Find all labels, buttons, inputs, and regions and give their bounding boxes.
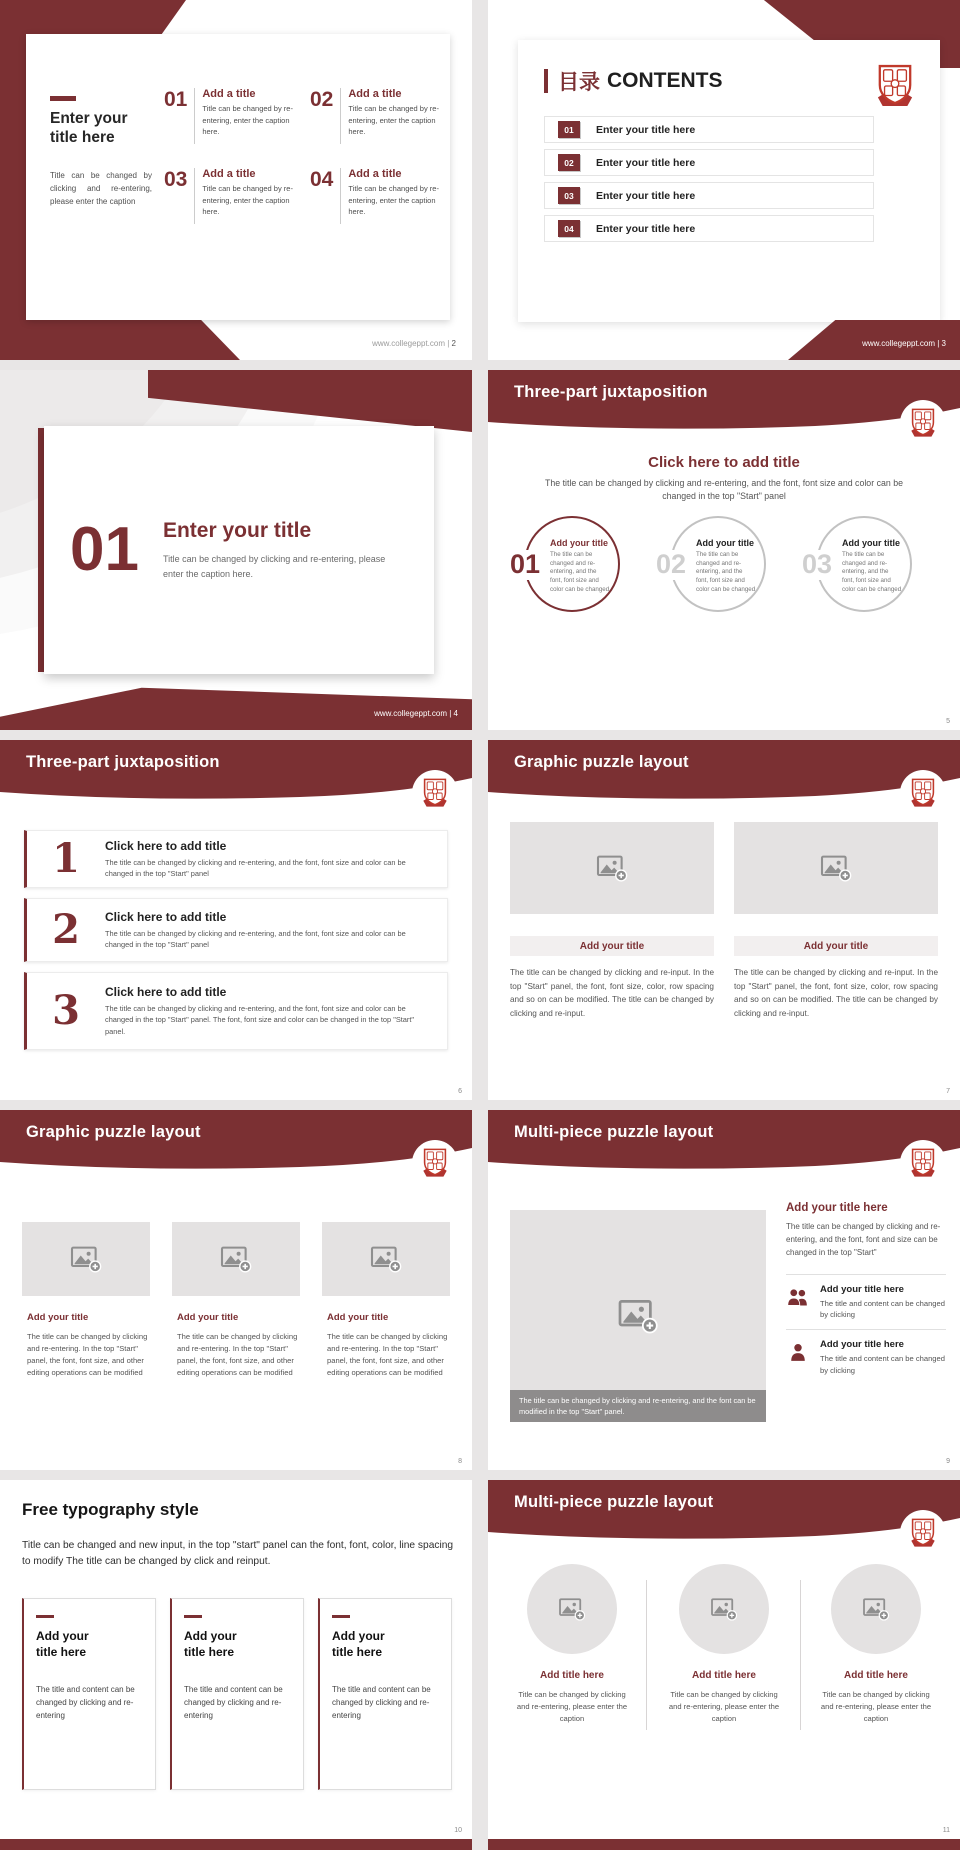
column-title: Add your title	[177, 1312, 239, 1323]
maroon-bottom-strip	[0, 1839, 472, 1850]
crest-badge	[412, 1140, 458, 1186]
accent-dash	[36, 1615, 54, 1618]
panel-caption: The title can be changed by clicking and re-entering, and the font, font and size can be changed in the top "Start"	[786, 1222, 941, 1258]
slide-thumbnail-5[interactable]	[0, 740, 472, 1100]
row-label: Enter your title here	[596, 123, 696, 136]
panel-items	[786, 1274, 946, 1386]
cell-slide-7	[0, 1110, 480, 1480]
person-icon	[786, 1342, 810, 1362]
vertical-divider	[800, 1580, 801, 1730]
page-number: 6	[458, 1088, 462, 1095]
add-image-icon	[617, 1298, 659, 1334]
cell-slide-5	[0, 740, 480, 1110]
panel-item	[786, 1274, 946, 1330]
row-title: Click here to add title	[105, 985, 227, 1000]
add-image-icon	[710, 1597, 738, 1621]
side-panel	[786, 1202, 946, 1385]
header-band	[0, 740, 472, 814]
column-caption: Title can be changed by clicking and re-entering, please enter the caption	[820, 1690, 932, 1724]
page-number: 9	[946, 1458, 950, 1465]
image-column	[172, 1222, 300, 1380]
header-band	[488, 1110, 960, 1184]
footer-page-number: 4	[453, 709, 458, 718]
column-title: Add your title	[510, 936, 714, 956]
slide-footer	[862, 339, 946, 348]
image-placeholder	[322, 1222, 450, 1296]
intro-block	[50, 96, 152, 209]
maroon-corner-shape	[0, 0, 186, 34]
slide-thumbnail-2[interactable]	[488, 0, 960, 360]
school-crest-icon	[910, 1148, 936, 1178]
contents-row	[544, 116, 874, 143]
item-caption: Title can be changed by re-entering, enter the caption here.	[348, 184, 439, 217]
row-number-badge: 04	[558, 220, 580, 237]
column-caption: The title can be changed by clicking and re-entering. In the top "Start" panel, the font, font size, and other editing operations can be modified	[177, 1332, 298, 1378]
add-image-icon	[558, 1597, 586, 1621]
column-caption: The title can be changed by clicking and re-input. In the top "Start" panel, the font, font size, color, row spacing and so on can be modified. The title can be changed by clicking and re-input.	[510, 968, 714, 1018]
image-placeholder	[510, 1210, 766, 1422]
slide-title: Free typography style	[22, 1500, 199, 1519]
contents-list	[544, 116, 874, 242]
contents-title-en: CONTENTS	[607, 69, 723, 92]
slide-thumbnail-4[interactable]	[488, 370, 960, 730]
row-caption: The title can be changed by clicking and re-entering, and the font, font size and color can be changed in the top "Start" panel. The font, font size and color can be changed in the top "Start" panel.	[105, 1004, 415, 1036]
item-number: 03	[164, 168, 195, 224]
item-title: Add your title here	[820, 1339, 904, 1351]
slide-thumbnail-7[interactable]	[0, 1110, 472, 1470]
circle-image-placeholder	[831, 1564, 921, 1654]
card-title: Add your title here	[36, 1629, 89, 1660]
row-caption: The title can be changed by clicking and re-entering, and the font, font size and color can be changed in the top "Start" panel	[105, 857, 406, 878]
footer-divider: |	[447, 339, 450, 348]
page-number: 5	[946, 718, 950, 725]
slide-thumbnail-6[interactable]	[488, 740, 960, 1100]
add-image-icon	[220, 1245, 252, 1273]
school-crest-icon	[422, 1148, 448, 1178]
people-icon	[786, 1287, 810, 1307]
cell-slide-4	[480, 370, 960, 740]
cell-slide-2	[480, 0, 960, 370]
item-title: Add a title	[202, 168, 256, 180]
crest-badge	[412, 770, 458, 816]
row-title: Click here to add title	[105, 909, 227, 924]
body-title: Click here to add title	[648, 454, 800, 471]
row-title: Click here to add title	[105, 838, 227, 853]
maroon-bottom-band	[0, 318, 240, 360]
image-placeholder	[172, 1222, 300, 1296]
numbered-items-grid	[164, 88, 442, 224]
list-item	[164, 168, 296, 224]
footer-divider: |	[449, 709, 452, 718]
crest-badge	[900, 770, 946, 816]
step-caption: The title can be changed and re-entering, and the font, font size and color can be changed	[842, 551, 902, 593]
numbered-row	[24, 972, 448, 1050]
content-card	[518, 40, 940, 322]
card-caption: The title and content can be changed by clicking and re-entering	[36, 1685, 135, 1720]
image-column	[808, 1564, 944, 1725]
maroon-side-strip	[0, 0, 26, 360]
list-item	[310, 88, 442, 144]
section-title: Enter your title	[162, 519, 312, 543]
slide-caption: Title can be changed by clicking and re-entering, please enter the caption	[50, 170, 152, 206]
image-column	[734, 822, 938, 1020]
page-number: 11	[942, 1827, 950, 1834]
slide-thumbnail-10[interactable]	[488, 1480, 960, 1850]
item-caption: Title can be changed by re-entering, enter the caption here.	[202, 104, 293, 137]
text-card	[170, 1598, 304, 1790]
step-title: Add your title	[550, 538, 608, 548]
body-subtitle: The title can be changed by clicking and re-entering, and the font, font size and color can be changed in the top "Start" panel	[545, 478, 903, 502]
section-number: 01	[70, 515, 139, 584]
header-band	[488, 370, 960, 444]
footer-divider: |	[937, 339, 940, 348]
slide-header-title: Graphic puzzle layout	[26, 1123, 201, 1141]
slide-thumbnail-1[interactable]	[0, 0, 472, 360]
page-number: 10	[454, 1827, 462, 1834]
image-column	[322, 1222, 450, 1380]
list-item	[164, 88, 296, 144]
circle-image-placeholder	[679, 1564, 769, 1654]
contents-title-zh: 目录	[558, 71, 600, 94]
add-image-icon	[70, 1245, 102, 1273]
image-column	[510, 822, 714, 1020]
card-caption: The title and content can be changed by clicking and re-entering	[184, 1685, 283, 1720]
contents-row	[544, 149, 874, 176]
circle-image-placeholder	[527, 1564, 617, 1654]
list-item	[310, 168, 442, 224]
vertical-divider	[646, 1580, 647, 1730]
maroon-bottom-band	[0, 686, 472, 730]
row-label: Enter your title here	[596, 189, 696, 202]
slide-thumbnail-3[interactable]	[0, 370, 472, 730]
column-title: Add title here	[540, 1670, 604, 1681]
image-caption-bar: The title can be changed by clicking and re-entering, and the font can be modified in the top "Start" panel.	[510, 1390, 766, 1422]
footer-site: www.collegeppt.com	[862, 339, 935, 348]
slide-header-title: Multi-piece puzzle layout	[514, 1123, 714, 1141]
item-number: 02	[310, 88, 341, 144]
image-placeholder	[734, 822, 938, 914]
page-number: 7	[946, 1088, 950, 1095]
cell-slide-6	[480, 740, 960, 1110]
step-circle	[656, 516, 766, 612]
slide-thumbnail-8[interactable]	[488, 1110, 960, 1470]
section-caption: Title can be changed by clicking and re-entering, please enter the caption here.	[162, 554, 386, 579]
row-caption: The title can be changed by clicking and re-entering, and the font, font size and color can be changed in the top "Start" panel	[105, 928, 406, 949]
cell-slide-3	[0, 370, 480, 740]
contents-row	[544, 215, 874, 242]
item-caption: Title can be changed by re-entering, enter the caption here.	[348, 104, 439, 137]
step-circle	[510, 516, 620, 612]
cell-slide-8	[480, 1110, 960, 1480]
footer-page-number: 3	[941, 339, 946, 348]
step-number: 03	[802, 549, 833, 579]
page-number: 8	[458, 1458, 462, 1465]
column-title: Add title here	[844, 1670, 908, 1681]
maroon-bottom-strip	[488, 1839, 960, 1850]
row-label: Enter your title here	[596, 222, 696, 235]
crest-badge	[900, 1510, 946, 1556]
step-caption: The title can be changed and re-entering, and the font, font size and color can be changed	[550, 551, 610, 593]
text-card	[318, 1598, 452, 1790]
slide-footer	[374, 709, 458, 718]
numbered-row	[24, 830, 448, 888]
step-circle	[802, 516, 912, 612]
item-title: Add a title	[348, 88, 402, 100]
item-title: Add a title	[202, 88, 256, 100]
column-title: Add title here	[692, 1670, 756, 1681]
image-column	[504, 1564, 640, 1725]
crest-badge	[900, 1140, 946, 1186]
slide-thumbnail-9[interactable]	[0, 1480, 472, 1850]
crest-badge	[900, 400, 946, 446]
text-card	[22, 1598, 156, 1790]
school-crest-icon	[910, 1518, 936, 1548]
item-caption: Title can be changed by re-entering, enter the caption here.	[202, 184, 293, 217]
column-title: Add your title	[27, 1312, 89, 1323]
item-caption: The title and content can be changed by clicking	[820, 1298, 945, 1319]
school-crest-icon	[910, 408, 936, 438]
image-column	[656, 1564, 792, 1725]
section-card	[44, 426, 434, 674]
slide-header-title: Three-part juxtaposition	[26, 753, 220, 771]
slide-footer	[372, 339, 456, 348]
school-crest-icon	[910, 778, 936, 808]
row-number: 3	[52, 987, 80, 1034]
add-image-icon	[370, 1245, 402, 1273]
slide-header-title: Graphic puzzle layout	[514, 753, 689, 771]
row-number-badge: 02	[558, 154, 580, 171]
slide-title: Enter your title here	[50, 110, 128, 146]
slide-header-title: Three-part juxtaposition	[514, 383, 708, 401]
column-caption: The title can be changed by clicking and re-entering. In the top "Start" panel, the font, font size, and other editing operations can be modified	[27, 1332, 148, 1378]
contents-title-row	[544, 66, 914, 96]
row-number: 1	[52, 835, 80, 882]
cell-slide-10	[480, 1480, 960, 1850]
panel-title: Add your title here	[786, 1202, 888, 1214]
panel-item	[786, 1329, 946, 1385]
accent-dash	[50, 96, 76, 101]
card-title: Add your title here	[332, 1629, 385, 1660]
add-image-icon	[820, 854, 852, 882]
image-placeholder	[22, 1222, 150, 1296]
column-caption: Title can be changed by clicking and re-entering, please enter the caption	[516, 1690, 628, 1724]
header-band	[488, 1480, 960, 1554]
school-crest-icon	[876, 64, 914, 108]
item-caption: The title and content can be changed by clicking	[820, 1354, 945, 1375]
slide-header-title: Multi-piece puzzle layout	[514, 1493, 714, 1511]
item-number: 04	[310, 168, 341, 224]
row-number-badge: 03	[558, 187, 580, 204]
accent-bar	[544, 69, 548, 93]
row-number-badge: 01	[558, 121, 580, 138]
item-number: 01	[164, 88, 195, 144]
content-card	[26, 34, 450, 320]
column-caption: Title can be changed by clicking and re-entering, please enter the caption	[668, 1690, 780, 1724]
add-image-icon	[862, 1597, 890, 1621]
item-title: Add a title	[348, 168, 402, 180]
item-title: Add your title here	[820, 1283, 904, 1295]
row-label: Enter your title here	[596, 156, 696, 169]
step-caption: The title can be changed and re-entering, and the font, font size and color can be changed	[696, 551, 756, 593]
header-band	[0, 1110, 472, 1184]
contents-row	[544, 182, 874, 209]
card-title: Add your title here	[184, 1629, 237, 1660]
header-band	[488, 740, 960, 814]
column-caption: The title can be changed by clicking and re-input. In the top "Start" panel, the font, font size, color, row spacing and so on can be modified. The title can be changed by clicking and re-input.	[734, 968, 938, 1018]
accent-dash	[184, 1615, 202, 1618]
step-title: Add your title	[696, 538, 754, 548]
column-title: Add your title	[327, 1312, 389, 1323]
add-image-icon	[596, 854, 628, 882]
image-column	[22, 1222, 150, 1380]
step-title: Add your title	[842, 538, 900, 548]
column-title: Add your title	[734, 936, 938, 956]
step-number: 01	[510, 549, 541, 579]
card-caption: The title and content can be changed by clicking and re-entering	[332, 1685, 431, 1720]
cell-slide-9	[0, 1480, 480, 1850]
slide-paragraph: Title can be changed and new input, in the top "start" panel can the font, font, color, line spacing to modify The title can be changed by click and reinput.	[22, 1540, 454, 1568]
footer-site: www.collegeppt.com	[372, 339, 445, 348]
footer-page-number: 2	[451, 339, 456, 348]
image-placeholder	[510, 822, 714, 914]
school-crest-icon	[422, 778, 448, 808]
numbered-row	[24, 898, 448, 962]
accent-dash	[332, 1615, 350, 1618]
step-number: 02	[656, 549, 687, 579]
footer-site: www.collegeppt.com	[374, 709, 447, 718]
row-number: 2	[52, 906, 80, 953]
cell-slide-1	[0, 0, 480, 370]
column-caption: The title can be changed by clicking and re-entering. In the top "Start" panel, the font, font size, and other editing operations can be modified	[327, 1332, 448, 1378]
